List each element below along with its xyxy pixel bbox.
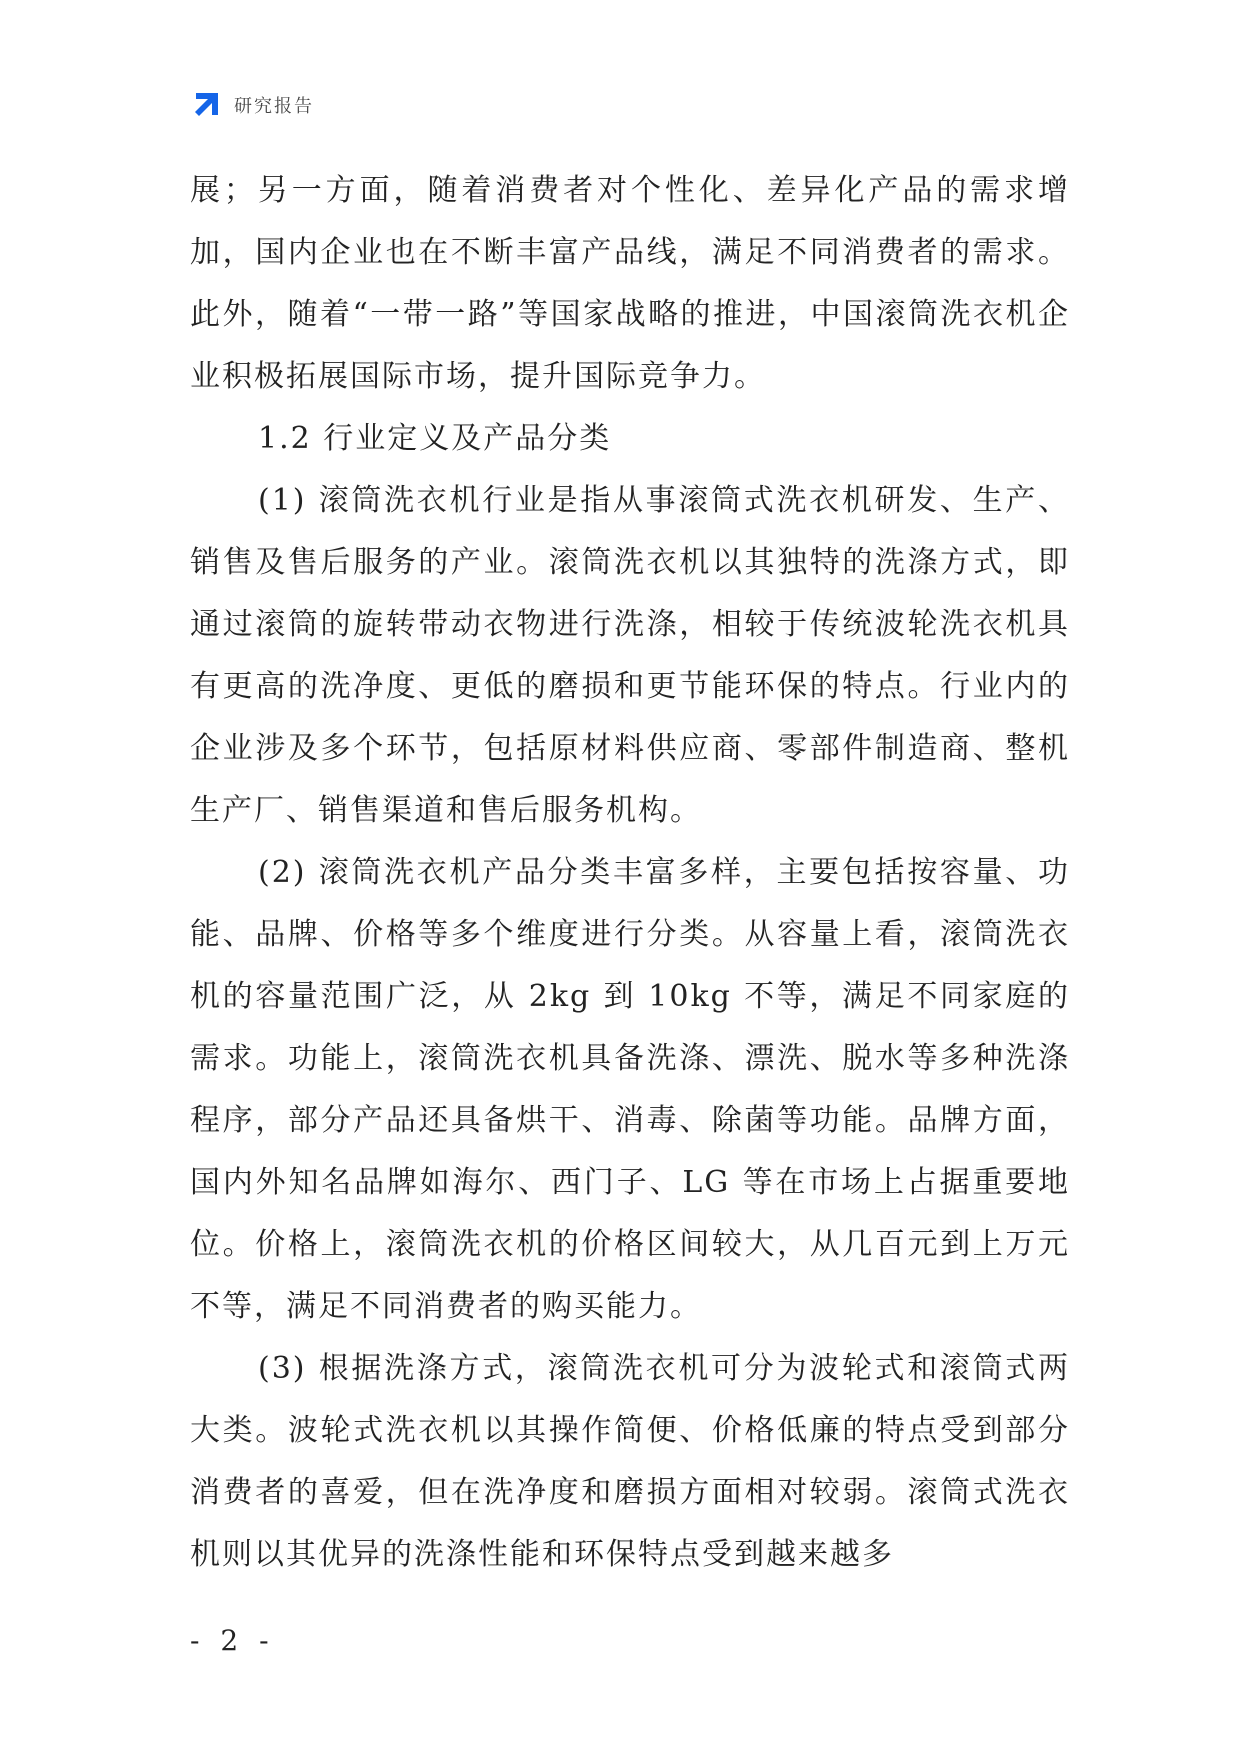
- report-header: [190, 88, 314, 122]
- section-heading: 1.2 行业定义及产品分类: [258, 421, 612, 456]
- paragraph-3: (3) 根据洗涤方式，滚筒洗衣机可分为波轮式和滚筒式两大类。波轮式洗衣机以其操作简便、价格低廉的特点受到部分消费者的喜爱，但在洗净度和磨损方面相对较弱。滚筒式洗衣机则以其优异的洗涤性能和环保特点受到越来越多: [190, 1351, 1070, 1572]
- paragraph-continuation: 展；另一方面，随着消费者对个性化、差异化产品的需求增加，国内企业也在不断丰富产品线，满足不同消费者的需求。此外，随着“一带一路”等国家战略的推进，中国滚筒洗衣机企业积极拓展国际市场，提升国际竞争力。: [190, 173, 1070, 394]
- paragraph-1: (1) 滚筒洗衣机行业是指从事滚筒式洗衣机研发、生产、销售及售后服务的产业。滚筒洗衣机以其独特的洗涤方式，即通过滚筒的旋转带动衣物进行洗涤，相较于传统波轮洗衣机具有更高的洗净度、更低的磨损和更节能环保的特点。行业内的企业涉及多个环节，包括原材料供应商、零部件制造商、整机生产厂、销售渠道和售后服务机构。: [190, 483, 1070, 828]
- page-number: - 2 -: [190, 1624, 275, 1657]
- arrow-up-right-icon: [190, 89, 222, 121]
- paragraph-2: (2) 滚筒洗衣机产品分类丰富多样，主要包括按容量、功能、品牌、价格等多个维度进行分类。从容量上看，滚筒洗衣机的容量范围广泛，从 2kg 到 10kg 不等，满足不同家庭的需求。功能上，滚筒洗衣机具备洗涤、漂洗、脱水等多种洗涤程序，部分产品还具备烘干、消毒、除菌等功能。品牌方面，国内外知名品牌如海尔、西门子、LG 等在市场上占据重要地位。价格上，滚筒洗衣机的价格区间较大，从几百元到上万元不等，满足不同消费者的购买能力。: [190, 855, 1070, 1324]
- header-title: 研究报告: [234, 96, 314, 117]
- body-text: [190, 160, 1070, 1586]
